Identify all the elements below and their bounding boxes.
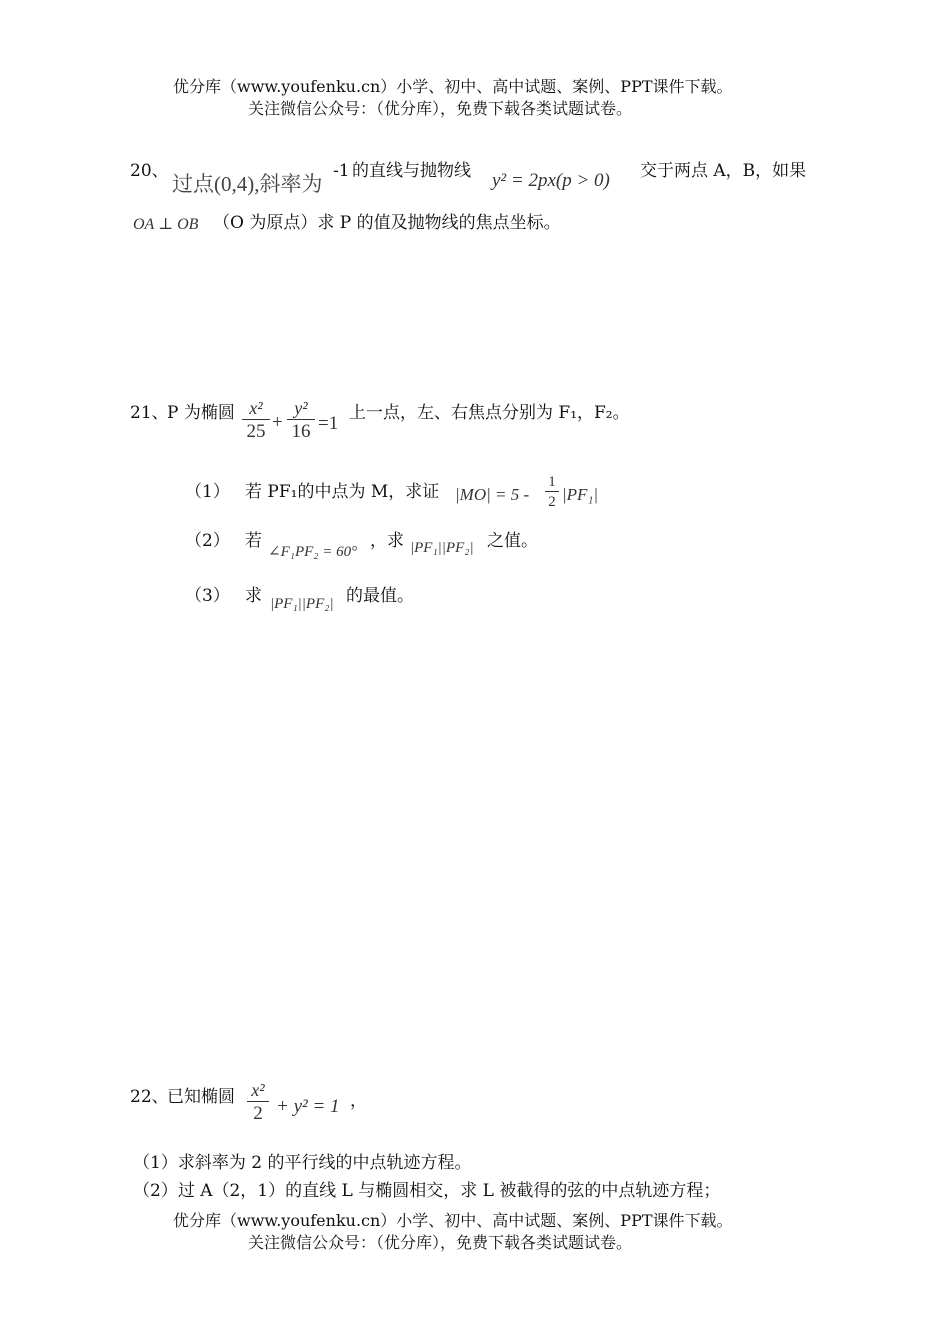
q22-part1: （1）求斜率为 2 的平行线的中点轨迹方程。 [133,1153,472,1173]
q21-frac2-den: 16 [291,421,311,442]
footer-line-1: 优分库（www.youfenku.cn）小学、初中、高中试题、案例、PPT课件下载。 [173,1211,733,1230]
q22-lead: 已知椭圆 [167,1087,235,1107]
q21-sub2-tail: 之值。 [487,531,538,551]
fraction-bar [287,419,315,420]
q21-sub2-math: ∠F₁PF₂ = 60° [268,544,358,560]
q20-tail: 交于两点 A，B，如果 [640,161,807,181]
fraction-bar [247,1101,269,1102]
q21-sub2-label: （2） [185,531,230,551]
q21-plus: + [272,412,283,433]
q21-frac1-den: 25 [246,421,266,442]
q21-sub1-frac-den: 2 [548,494,556,510]
q21-fraction-x [242,398,270,443]
q22-part2: （2）过 A（2，1）的直线 L 与椭圆相交，求 L 被截得的弦的中点轨迹方程； [133,1181,721,1201]
q21-lead: P 为椭圆 [167,403,235,423]
q21-number: 21、 [130,403,169,423]
q22-frac-num: x² [251,1080,265,1100]
q21-sub1-label: （1） [185,482,230,502]
q21-sub3-math: |PF₁||PF₂| [270,596,334,612]
q21-sub2-mid: ，求 [370,531,404,551]
q21-sub2-lead: 若 [245,531,262,551]
header-line-2: 关注微信公众号：（优分库），免费下载各类试题试卷。 [248,99,633,118]
q20-rest: （O 为原点）求 P 的值及抛物线的焦点坐标。 [213,213,561,233]
q20-mid: 的直线与抛物线 [352,161,471,181]
q21-sub1-text: 若 PF₁的中点为 M，求证 [245,482,440,502]
fraction-bar [545,491,559,492]
q21-frac1-num: x² [249,398,263,418]
q22-rest-math: + y² = 1 [276,1096,340,1117]
q21-sub3-tail: 的最值。 [346,586,414,606]
q21-sub3-lead: 求 [245,586,262,606]
footer-line-2: 关注微信公众号：（优分库），免费下载各类试题试卷。 [248,1233,633,1252]
q20-lead: 过点(0,4),斜率为 [172,172,323,196]
q22-fraction [247,1080,269,1125]
q22-frac-den: 2 [253,1103,263,1124]
q21-fraction-y [287,398,315,443]
header-line-1: 优分库（www.youfenku.cn）小学、初中、高中试题、案例、PPT课件下载。 [173,77,733,96]
q21-sub3-label: （3） [185,586,230,606]
q21-sub1-math: |MO| = 5 - [455,485,530,504]
q21-equals: =1 [318,413,339,434]
q21-sub1-tail-math: |PF₁| [562,485,599,504]
q22-comma: ， [350,1091,367,1111]
q21-sub2-math2: |PF₁||PF₂| [410,540,474,556]
q21-frac2-num: y² [294,398,308,418]
q20-number: 20、 [130,161,169,181]
q21-tail: 上一点，左、右焦点分别为 F₁，F₂。 [349,403,630,423]
q21-sub1-frac-num: 1 [548,474,556,490]
q20-slope: -1 [333,161,350,181]
fraction-bar [242,419,270,420]
q20-equation: y² = 2px(p > 0) [492,170,610,191]
q21-sub1-fraction [545,474,559,511]
q22-number: 22、 [130,1087,169,1107]
q20-condition: OA ⊥ OB [133,216,199,233]
